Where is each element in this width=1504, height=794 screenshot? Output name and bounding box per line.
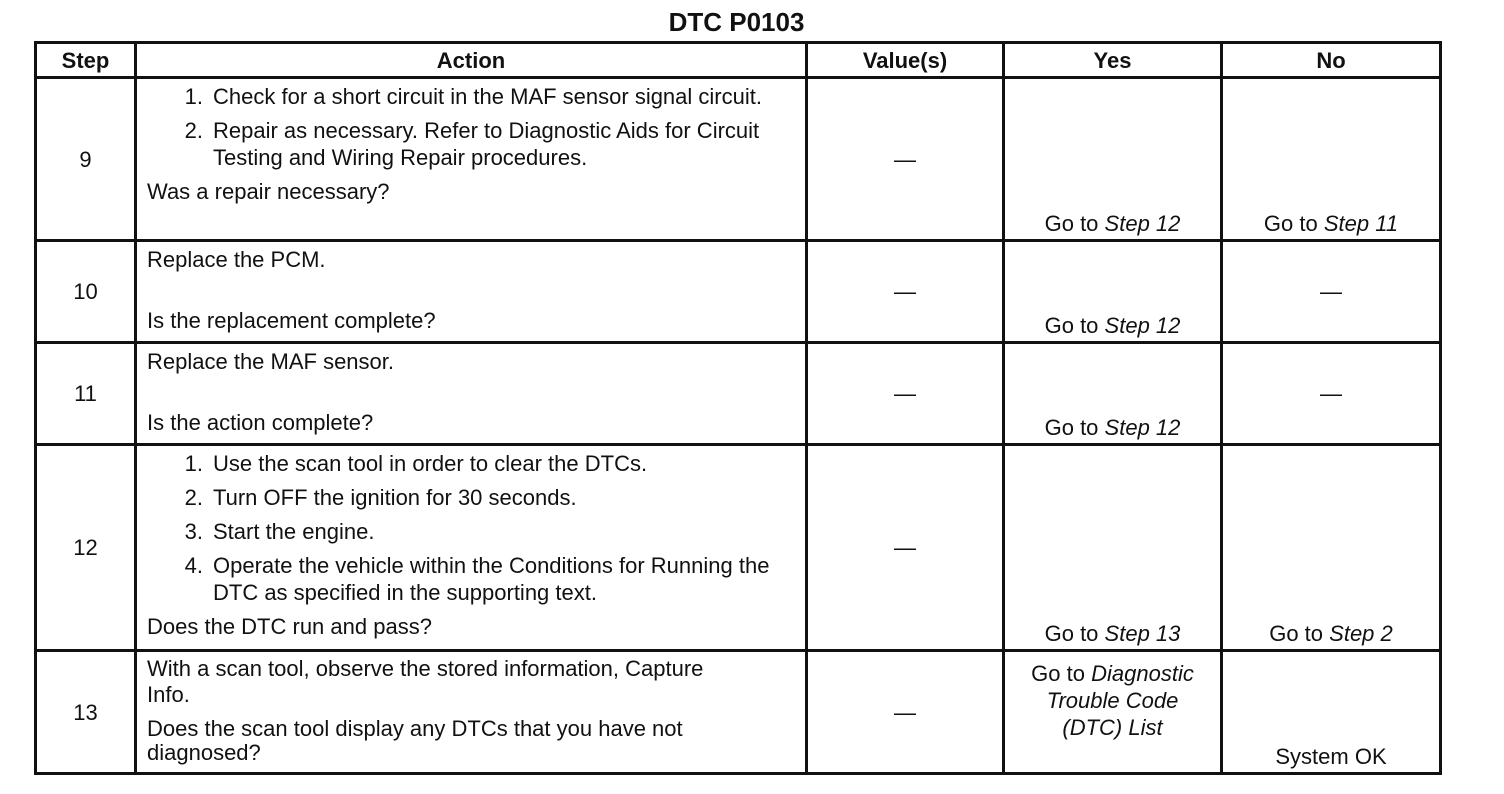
step-ref: Step 11 [1323,211,1399,236]
go-to-text: Go to [1031,661,1085,686]
action-statement: With a scan tool, observe the stored information, Capture Info. [147,656,704,707]
no-cell: — [1222,241,1441,343]
go-to-text: Go to [1269,621,1324,646]
item-text: Check for a short circuit in the MAF sensor signal circuit. [213,84,762,109]
yes-link[interactable] [1005,620,1220,647]
table-row [36,241,1441,343]
action-item [147,83,795,110]
value-cell: — [807,343,1004,445]
page-title: DTC P0103 [668,7,805,37]
value-cell: — [807,78,1004,241]
dtc-table [34,41,1442,775]
item-number: 4. [184,553,203,578]
yes-cell [1004,241,1222,343]
item-text: Operate the vehicle within the Conditions for Running the DTC as specified in the supporting text. [213,553,770,605]
value-cell: — [807,651,1004,774]
table-header-row [36,43,1441,78]
go-to-text: Go to [1263,211,1318,236]
step-ref: Step 12 [1104,415,1181,440]
action-cell [136,343,807,445]
yes-link[interactable] [1005,414,1220,441]
yes-cell [1004,651,1222,774]
action-item [147,117,795,171]
action-question: Was a repair necessary? [147,179,390,204]
no-link[interactable] [1223,620,1439,647]
action-item [147,450,795,477]
action-item [147,484,795,511]
yes-cell [1004,445,1222,651]
header-step: Step [36,43,136,78]
dtc-list-ref: Diagnostic Trouble Code (DTC) List [1046,661,1194,740]
action-statement: Replace the PCM. [147,247,326,272]
item-number: 2. [184,118,203,143]
action-item [147,518,795,545]
item-text: Use the scan tool in order to clear the DTCs. [213,451,648,476]
step-number: 11 [36,343,136,445]
step-number: 10 [36,241,136,343]
no-cell: — [1222,343,1441,445]
action-item [147,552,795,606]
item-number: 2. [184,485,203,510]
action-question: Does the DTC run and pass? [147,614,432,639]
no-cell [1222,651,1441,774]
action-cell [136,445,807,651]
no-cell [1222,445,1441,651]
go-to-text: Go to [1044,313,1099,338]
step-ref: Step 12 [1104,313,1181,338]
step-number: 9 [36,78,136,241]
action-cell [136,241,807,343]
item-text: Repair as necessary. Refer to Diagnostic Aids for Circuit Testing and Wiring Repair procedures. [213,118,760,170]
no-link[interactable] [1223,210,1439,237]
no-result: System OK [1275,744,1387,769]
header-values: Value(s) [807,43,1004,78]
item-number: 1. [184,451,203,476]
table-row [36,445,1441,651]
go-to-text: Go to [1044,211,1099,236]
yes-link[interactable] [1005,210,1220,237]
item-text: Start the engine. [213,519,375,544]
table-row [36,651,1441,774]
action-question: Is the action complete? [147,410,374,435]
step-ref: Step 2 [1329,621,1393,646]
action-question: Is the replacement complete? [147,308,436,333]
table-row [36,343,1441,445]
item-text: Turn OFF the ignition for 30 seconds. [213,485,577,510]
action-question: Does the scan tool display any DTCs that you have not diagnosed? [147,716,683,765]
yes-cell [1004,343,1222,445]
item-number: 3. [184,519,203,544]
go-to-text: Go to [1044,621,1099,646]
step-number: 13 [36,651,136,774]
action-statement: Replace the MAF sensor. [147,349,395,374]
step-ref: Step 12 [1104,211,1181,236]
yes-cell [1004,78,1222,241]
header-yes: Yes [1004,43,1222,78]
step-ref: Step 13 [1104,621,1181,646]
action-cell [136,78,807,241]
header-no: No [1222,43,1441,78]
no-cell [1222,78,1441,241]
value-cell: — [807,241,1004,343]
table-row [36,78,1441,241]
step-number: 12 [36,445,136,651]
yes-link[interactable] [1005,312,1220,339]
value-cell: — [807,445,1004,651]
action-cell [136,651,807,774]
header-action: Action [136,43,807,78]
go-to-text: Go to [1044,415,1099,440]
item-number: 1. [184,84,203,109]
yes-link[interactable] [1005,660,1220,741]
